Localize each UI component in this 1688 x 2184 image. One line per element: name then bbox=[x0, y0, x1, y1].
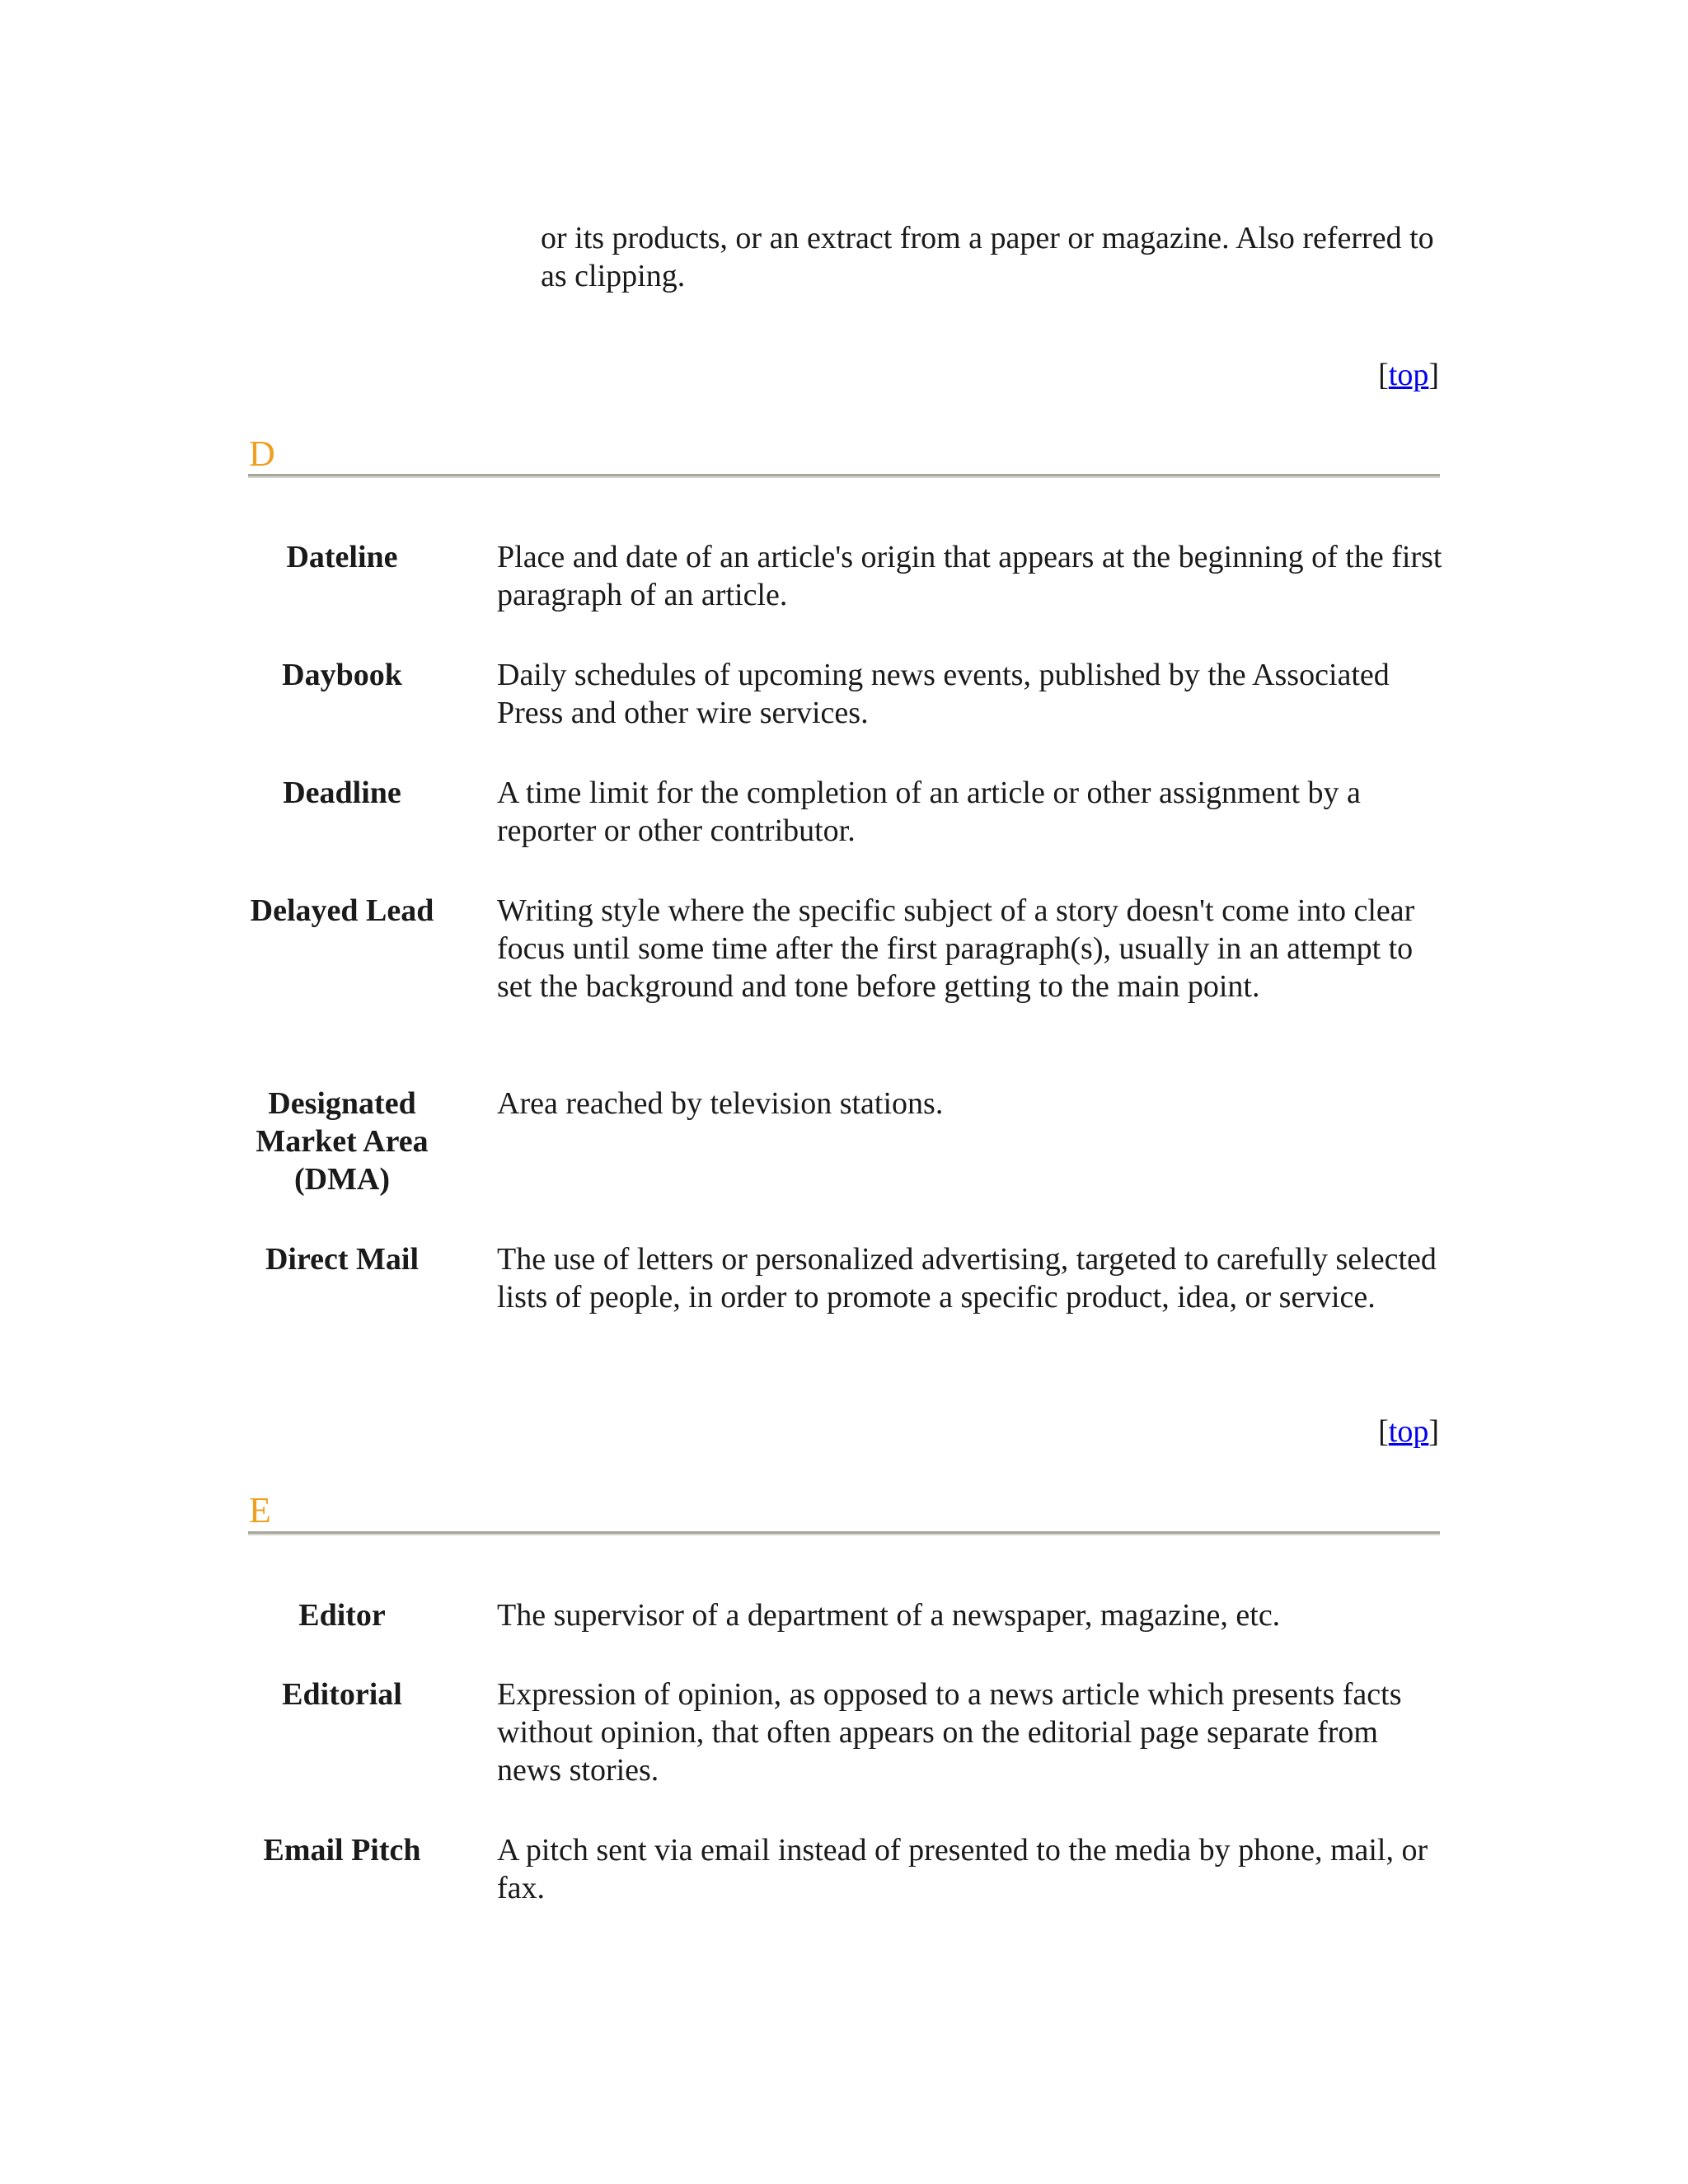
glossary-term: Designated Market Area (DMA) bbox=[256, 1086, 429, 1197]
glossary-definition: Area reached by television stations. bbox=[497, 1086, 944, 1121]
top-link[interactable]: top bbox=[1388, 358, 1429, 392]
glossary-term: Deadline bbox=[283, 776, 401, 810]
bracket-open: [ bbox=[1378, 358, 1389, 392]
section-divider bbox=[248, 474, 1440, 478]
section-divider bbox=[248, 1531, 1440, 1535]
glossary-definition: The use of letters or personalized advertising, targeted to carefully selected lists of people, in order to promote a specific product, idea, or service. bbox=[497, 1242, 1437, 1315]
glossary-term: Direct Mail bbox=[265, 1242, 420, 1277]
bracket-close: ] bbox=[1428, 358, 1439, 392]
glossary-term: Daybook bbox=[282, 658, 402, 692]
section-letter-e: E bbox=[249, 1490, 271, 1530]
glossary-definition: Writing style where the specific subject of a story doesn't come into clear focus until some time after the first paragraph(s), usually in an attempt to set the background and tone before getting to the main point. bbox=[497, 893, 1415, 1004]
glossary-definition: A pitch sent via email instead of presented to the media by phone, mail, or fax. bbox=[497, 1833, 1428, 1905]
glossary-term: Delayed Lead bbox=[250, 893, 434, 928]
glossary-definition: Daily schedules of upcoming news events, published by the Associated Press and other wire services. bbox=[497, 658, 1390, 730]
glossary-term: Dateline bbox=[286, 540, 398, 574]
glossary-definition: Place and date of an article's origin that appears at the beginning of the first paragraph of an article. bbox=[497, 540, 1442, 612]
glossary-term: Editor bbox=[298, 1598, 386, 1633]
previous-definition-continuation: or its products, or an extract from a paper or magazine. Also referred to as clipping. bbox=[541, 221, 1434, 293]
top-link[interactable]: top bbox=[1388, 1414, 1429, 1449]
glossary-term: Email Pitch bbox=[263, 1833, 421, 1868]
bracket-open: [ bbox=[1378, 1414, 1389, 1449]
back-to-top-2 bbox=[1378, 1413, 1439, 1451]
glossary-definition: A time limit for the completion of an article or other assignment by a reporter or other contributor. bbox=[497, 776, 1361, 848]
glossary-term: Editorial bbox=[282, 1677, 402, 1712]
back-to-top-1 bbox=[1378, 356, 1439, 394]
glossary-definition: Expression of opinion, as opposed to a news article which presents facts without opinion, that often appears on the editorial page separate from news stories. bbox=[497, 1677, 1402, 1788]
bracket-close: ] bbox=[1428, 1414, 1439, 1449]
glossary-definition: The supervisor of a department of a newspaper, magazine, etc. bbox=[497, 1598, 1281, 1633]
section-letter-d: D bbox=[249, 434, 275, 474]
